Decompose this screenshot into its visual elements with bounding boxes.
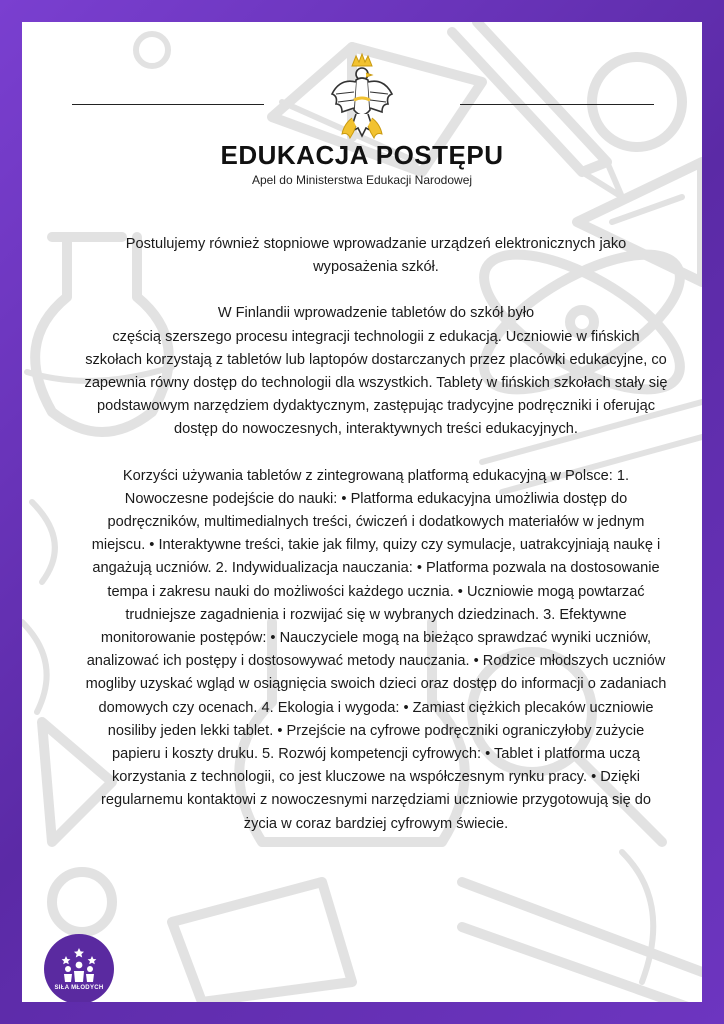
sila-mlodych-logo	[44, 934, 114, 1002]
document-body	[84, 233, 668, 836]
header-rule-left	[72, 104, 264, 105]
logo-text: SIŁA MŁODYCH	[54, 985, 104, 991]
header-rule-right	[460, 104, 654, 105]
document-page	[22, 22, 702, 1002]
paragraph-finland-first-line: W Finlandii wprowadzenie tabletów do szkół było	[217, 305, 535, 322]
people-stars-icon	[44, 934, 114, 1002]
document-subtitle: Apel do Ministerstwa Edukacji Narodowej	[251, 173, 473, 187]
paragraph-benefits: Korzyści używania tabletów z zintegrowaną platformą edukacyjną w Polsce: 1. Nowoczesne podejście do nauki: • Platforma edukacyjna umożliwia dostęp do podręczników, multimedialnych treści, ćwiczeń i dodatkowych materiałów w jednym miejscu. • Interaktywne treści, takie jak filmy, quizy czy symulacje, uatrakcyjniają naukę i angażują uczniów. 2. Indywidualizacja nauczania: • Platforma pozwala na dostosowanie tempa i zakresu nauki do możliwości każdego ucznia. • Uczniowie mogą powtarzać trudniejsze zagadnienia i rozwijać się w wybranych dziedzinach. 3. Efektywne monitorowanie postępów: • Nauczyciele mogą na bieżąco sprawdzać wyniki uczniów, analizować ich postępy i dostosowywać metody nauczania. • Rodzice młodszych uczniów mogliby uzyskać wgląd w osiągnięcia swoich dzieci oraz dostęp do informacji o zadaniach domowych czy ocenach. 4. Ekologia i wygoda: • Zamiast ciężkich plecaków uczniowie nosiliby jeden lekki tablet. • Przejście na cyfrowe podręczniki ograniczyłoby zużycie papieru i koszty druku. 5. Rozwój kompetencji cyfrowych: • Tablet i platforma uczą korzystania z technologii, co jest kluczowe na współczesnym rynku pracy. • Dzięki regularnemu kontaktowi z nowoczesnymi narzędziami uczniowie przygotowują się do życia w coraz bardziej cyfrowym świecie.	[85, 467, 667, 832]
paragraph-finland: częścią szerszego procesu integracji technologii z edukacją. Uczniowie w fińskich szkołach korzystają z tabletów lub laptopów dostarczanych przez placówki edukacyjne, co zapewnia równy dostęp do technologii dla wszystkich. Tablety w fińskich szkołach stały się podstawowym narzędziem dydaktycznym, zastępując tradycyjne podręczniki i oferując dostęp do nowoczesnych, interaktywnych treści edukacyjnych.	[84, 328, 668, 438]
paragraph-electronics: Postulujemy również stopniowe wprowadzanie urządzeń elektronicznych jako wyposażenia szkół.	[125, 236, 627, 276]
document-title: EDUKACJA POSTĘPU	[220, 140, 504, 170]
